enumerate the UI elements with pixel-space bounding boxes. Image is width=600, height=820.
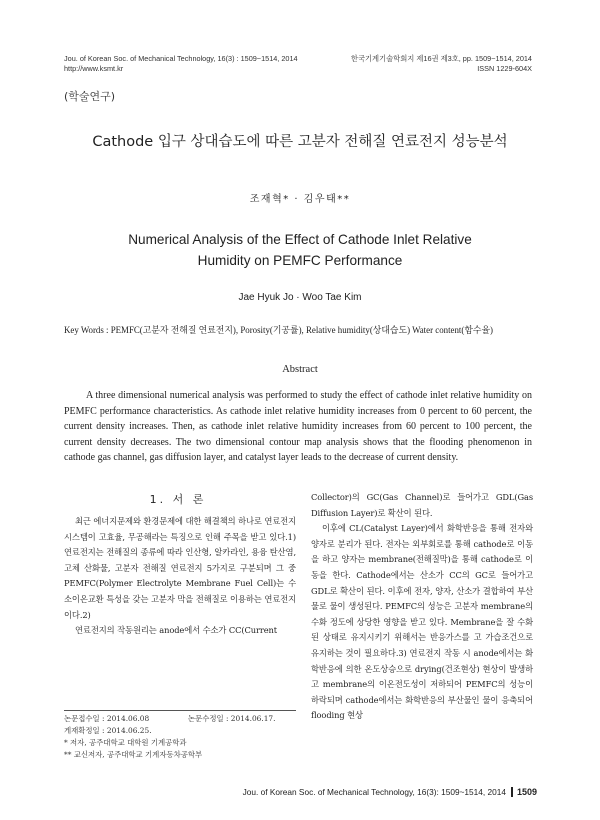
footer-citation: Jou. of Korean Soc. of Mechanical Technology, 16(3): 1509~1514, 2014 [242,787,506,797]
section-heading-introduction: 1. 서 론 [149,493,207,506]
author-affiliation-2: ** 교신저자, 공주대학교 기계자동차공학부 [64,750,203,759]
author-affiliation-1: * 저자, 공주대학교 대학원 기계공학과 [64,738,187,747]
journal-url[interactable]: http://www.ksmt.kr [64,64,124,73]
abstract-heading: Abstract [282,364,318,375]
revised-date: 논문수정일 : 2014.06.17. [187,714,276,723]
journal-citation: Jou. of Korean Soc. of Mechanical Technology, 16(3) : 1509~1514, 2014 [64,54,298,63]
accepted-date: 게재확정일 : 2014.06.25. [64,726,152,735]
right-column [311,490,533,724]
title-korean: Cathode 입구 상대습도에 따른 고분자 전해질 연료전지 성능분석 [92,134,508,150]
article-category: (학술연구) [64,90,116,103]
page-footer [0,787,537,797]
journal-header-left [64,54,298,74]
title-english [0,229,600,271]
intro-paragraph-2: 연료전지의 작동원리는 anode에서 수소가 CC(Current [75,625,278,636]
intro-paragraph-2-cont: Collector)의 GC(Gas Channel)로 들어가고 GDL(Gas Diffusion Layer)로 확산이 된다. [311,492,533,518]
issn: ISSN 1229-604X [477,64,532,73]
footnote-dates-row [64,713,304,725]
intro-paragraph-1: 최근 에너지문제와 환경문제에 대한 해결책의 하나로 연료전지 시스템이 고효율, 무공해라는 특징으로 인해 주목을 받고 있다.1) 연료전지는 전해질의 종류에 따라 인산형, 알카라인, 용융 탄산염, 고체 산화물, 고분자 전해질 연료전지 5가지로 구분되며 그 중 PEMFC(Polymer Electrolyte Membrane Fuel Cell)는 수소이온교환 특성을 갖는 고분자 막을 전해질로 이용하는 연료전지이다.2) [64,516,297,620]
keywords: Key Words : PEMFC(고분자 전해질 연료전지), Porosity(기공률), Relative humidity(상대습도) Water content(함수율) [64,325,494,335]
footnote-divider [64,710,296,711]
title-english-line2: Humidity on PEMFC Performance [197,253,403,268]
abstract-text: A three dimensional numerical analysis was performed to study the effect of cathode inlet relative humidity on PEMFC performance characteristics. As cathode inlet relative humidity increases from 0 percent to 60 percent, the current density increases. Then, as cathode inlet relative humidity increases from 60 percent to 100 percent, the current density decreases. The two dimensional contour map analysis shows that the flooding phenomenon in cathode gas channel, gas diffusion layer, and catalyst layer leads to the decrease of current density. [64,390,532,463]
title-english-line1: Numerical Analysis of the Effect of Cathode Inlet Relative [128,232,472,247]
journal-header-right [351,54,532,74]
authors-english: Jae Hyuk Jo · Woo Tae Kim [238,292,362,303]
left-column [64,514,296,639]
received-date: 논문접수일 : 2014.06.08 [64,714,150,723]
intro-paragraph-3: 이후에 CL(Catalyst Layer)에서 화학반응을 통해 전자와 양자로 분리가 된다. 전자는 외부회로를 통해 cathode로 이동을 하고 양자는 membrane(전해질막)을 통해 cathode로 이동을 한다. Cathode에서는 산소가 CC의 GC로 들어가고 GDL로 확산이 된다. 이후에 전자, 양자, 산소가 결합하여 부산물로 물이 생성된다. PEMFC의 성능은 고분자 membrane의 수화 정도에 상당한 영향을 받고 있다. Membrane을 잘 수화된 상태로 유지시키기 위해서는 반응가스를 고 가습조건으로 유지하는 것이 필요하다.3) 연료전지 작동 시 anode에서는 화학반응에 의한 온도상승으로 drying(건조현상) 현상이 발생하고 membrane의 이온전도성이 저하되어 PEMFC의 성능이 하락되며 cathode에서는 화학반응의 부산물인 물이 응축되어 flooding 현상 [311,523,533,721]
footnotes [64,713,304,761]
authors-korean: 조재혁* · 김우태** [249,194,351,205]
journal-citation-korean: 한국기계기술학회지 제16권 제3호, pp. 1509~1514, 2014 [350,54,532,63]
page-number: 1509 [511,787,537,797]
